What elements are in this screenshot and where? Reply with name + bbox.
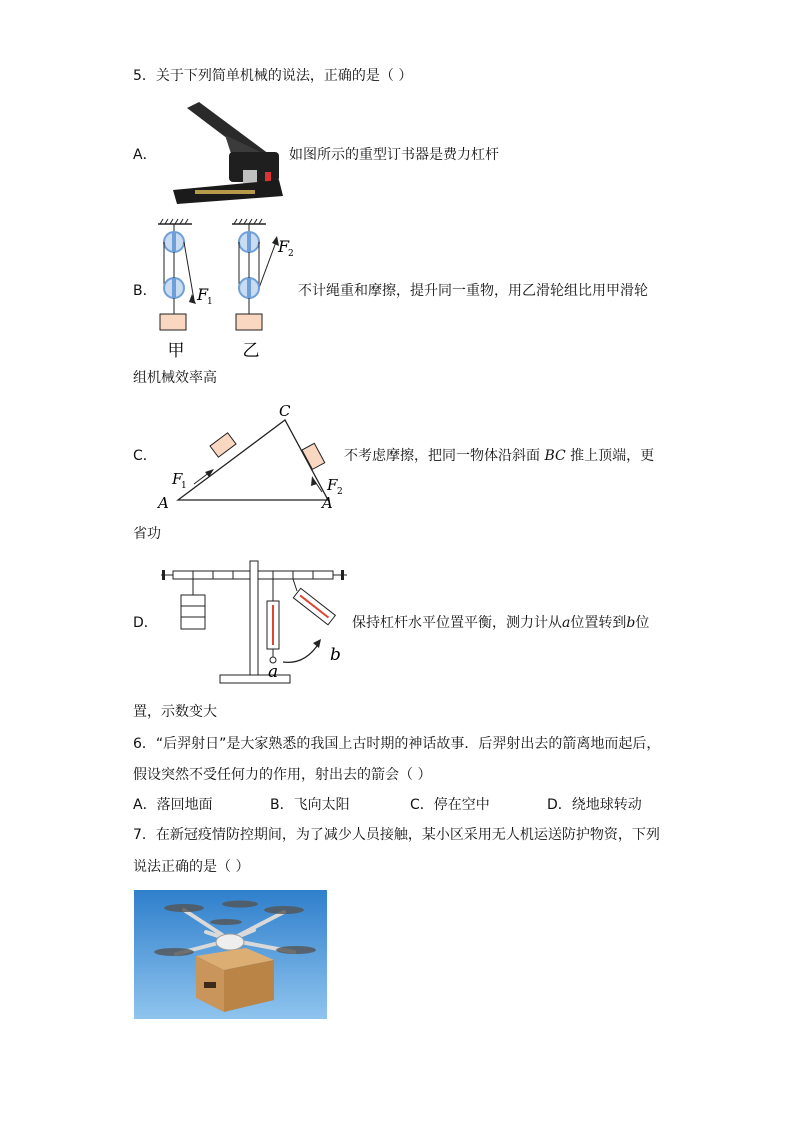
point-a-right: A [322,494,333,512]
stapler-image [165,100,285,210]
yi-force-label: F [278,237,290,256]
q5-option-c-letter: C． [133,448,157,464]
drone-delivery-image [134,890,327,1019]
incline-f1-sub: 1 [181,481,187,491]
point-c: C [279,402,291,420]
q5-option-c-text: 不考虑摩擦，把同一物体沿斜面 BC 推上顶端，更 [344,448,655,464]
label-yi: 乙 [242,341,260,360]
incline-diagram [150,400,350,512]
q6-choice-a: A．落回地面 [133,797,213,813]
q6-choice-c: C．停在空中 [410,797,490,813]
incline-f1-label: F [172,470,183,488]
yi-force-sub: 2 [288,249,294,259]
jia-force-label: F [197,285,209,304]
pulley-systems-diagram [150,218,310,360]
q6-choice-b: B．飞向太阳 [270,797,350,813]
q5-option-b-cont: 组机械效率高 [133,370,217,386]
q7-line2: 说法正确的是（ ） [133,859,250,875]
q5-option-a-text: 如图所示的重型订书器是费力杠杆 [289,147,499,163]
q5-stem: 5．关于下列简单机械的说法，正确的是（ ） [133,68,413,84]
q5-option-c-cont: 省功 [133,526,161,542]
q6-choice-d: D．绕地球转动 [547,797,642,813]
q5-option-b-text: 不计绳重和摩擦，提升同一重物，用乙滑轮组比用甲滑轮 [298,283,648,299]
q7-line1: 7．在新冠疫情防控期间，为了减少人员接触，某小区采用无人机运送防护物资，下列 [133,827,660,843]
q6-line1: 6．“后羿射日”是大家熟悉的我国上古时期的神话故事．后羿射出去的箭离地而起后， [133,736,661,752]
label-jia: 甲 [167,341,185,360]
q5-option-d-text: 保持杠杆水平位置平衡，测力计从a位置转到b位 [352,615,650,631]
incline-f2-label: F [327,476,338,494]
jia-force-sub: 1 [207,297,213,307]
q5-option-b-letter: B． [133,283,157,299]
q5-option-a-letter: A． [133,147,157,163]
q6-line2: 假设突然不受任何力的作用，射出去的箭会（ ） [133,767,432,783]
lever-balance-diagram [155,557,360,687]
q5-option-d-letter: D． [133,615,158,631]
q5-option-d-cont: 置，示数变大 [133,704,217,720]
position-a-label: a [268,662,279,682]
incline-f2-sub: 2 [337,487,343,497]
point-a-left: A [158,494,169,512]
position-b-label: b [330,645,341,665]
